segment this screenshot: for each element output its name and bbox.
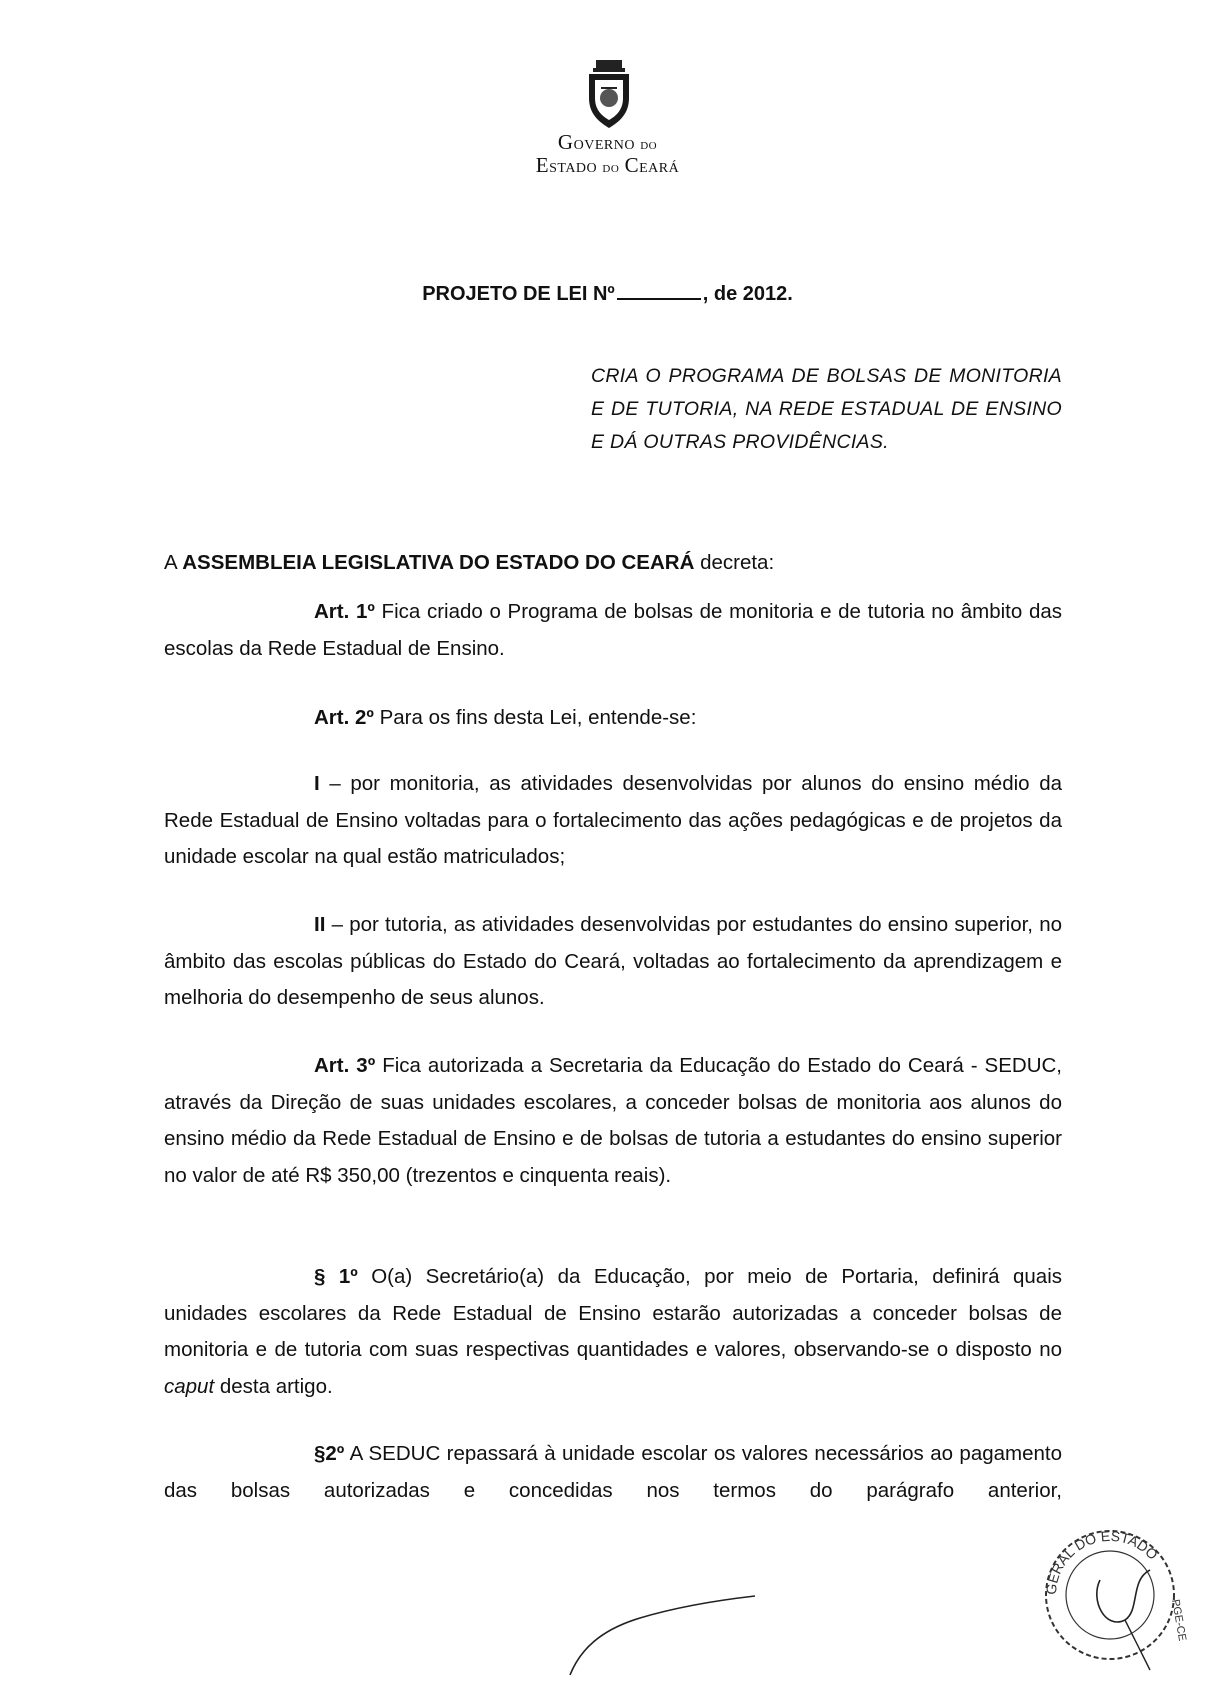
article-3-label: Art. 3º (314, 1054, 376, 1077)
article-1-label: Art. 1º (314, 600, 375, 623)
paragraph-1-label: § 1º (314, 1265, 358, 1288)
bill-title-suffix: , de 2012. (702, 283, 793, 305)
official-stamp-icon (1030, 1520, 1200, 1680)
item-1: I – por monitoria, as atividades desenvolvidas por alunos do ensino médio da Rede Estadual de Ensino voltadas para o fortalecimento das ações pedagógicas e de projetos da unidade escolar na qual estão matriculados; (164, 772, 1062, 868)
bill-summary: CRIA O PROGRAMA DE BOLSAS DE MONITORIA E DE TUTORIA, NA REDE ESTADUAL DE ENSINO E DÁ OUTRAS PROVIDÊNCIAS. (591, 365, 1062, 453)
legislative-assembly-name: ASSEMBLEIA LEGISLATIVA DO ESTADO DO CEARÁ (182, 551, 695, 574)
government-header-line2: ESTADO DO CEARÁ (535, 153, 680, 177)
article-3: Art. 3º Fica autorizada a Secretaria da Educação do Estado do Ceará - SEDUC, através da Direção de suas unidades escolares, a conceder bolsas de monitoria aos alunos do ensino médio da Rede Estadual de Ensino e de bolsas de tutoria a estudantes do ensino superior no valor de até R$ 350,00 (trezentos e cinquenta reais). (164, 1054, 1063, 1187)
item-2: II – por tutoria, as atividades desenvolvidas por estudantes do ensino superior, no âmbito das escolas públicas do Estado do Ceará, voltadas ao fortalecimento da aprendizagem e melhoria do desempenho de seus alunos. (164, 913, 1062, 1009)
government-header-line1: GOVERNO DO (557, 130, 658, 154)
svg-text:GERAL DO ESTADO (1043, 1528, 1161, 1596)
article-1: Art. 1º Fica criado o Programa de bolsas de monitoria e de tutoria no âmbito das escolas da Rede Estadual de Ensino. (164, 600, 1063, 660)
stamp-text: GERAL DO ESTADO (1042, 1527, 1162, 1596)
bill-title-prefix: PROJETO DE LEI Nº (422, 283, 615, 305)
item-2-label: II (314, 913, 326, 936)
state-coat-of-arms-icon (579, 58, 639, 130)
paragraph-2: §2º A SEDUC repassará à unidade escolar os valores necessários ao pagamento das bolsas autorizadas e concedidas nos termos do parágrafo anterior, (164, 1442, 1062, 1502)
enacting-clause: A ASSEMBLEIA LEGISLATIVA DO ESTADO DO CEARÁ decreta: (164, 551, 775, 574)
bill-title (0, 283, 1215, 306)
article-2-label: Art. 2º (314, 706, 374, 729)
item-1-label: I (314, 772, 320, 795)
paragraph-2-label: §2º (314, 1442, 345, 1465)
paragraph-1: § 1º O(a) Secretário(a) da Educação, por meio de Portaria, definirá quais unidades escolares da Rede Estadual de Ensino estarão autorizadas a conceder bolsas de monitoria e de tutoria com suas respectivas quantidades e valores, observando-se o disposto no caput desta artigo. (164, 1265, 1062, 1398)
bill-number-blank (617, 284, 701, 300)
stamp-code: PGE-CE (1169, 1598, 1189, 1643)
article-2: Art. 2º Para os fins desta Lei, entende-se: (314, 706, 697, 729)
handwritten-signature-icon (560, 1580, 760, 1680)
